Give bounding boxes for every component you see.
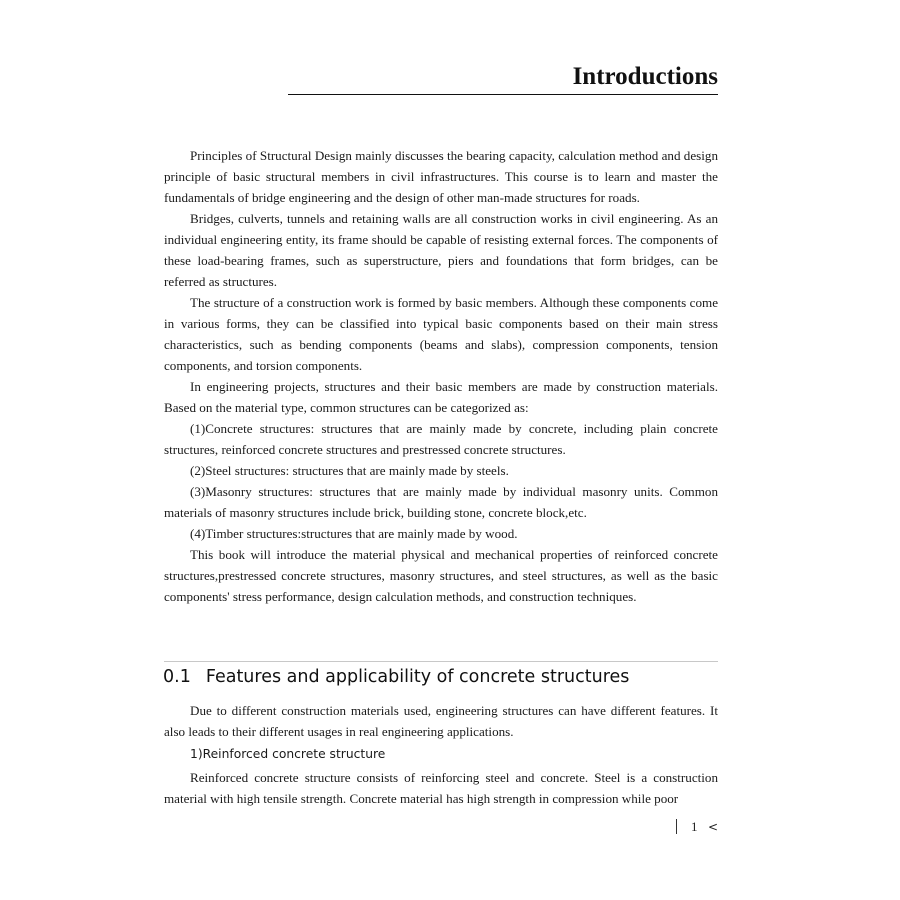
page-number: 1	[691, 819, 698, 834]
paragraph: This book will introduce the material physical and mechanical properties of reinforced concrete structures,prestressed concrete structures, masonry structures, and steel structures, as well as the basic components' stress performance, design calculation methods, and construction techniques.	[164, 547, 718, 604]
section-body	[164, 700, 718, 809]
paragraph: The structure of a construction work is formed by basic members. Although these components come in various forms, they can be classified into typical basic components based on their main stress characteristics, such as bending components (beams and slabs), compression components, tension components, and torsion components.	[164, 295, 718, 373]
subsection-heading: 1)Reinforced concrete structure	[190, 747, 386, 761]
list-item-timber: (4)Timber structures:structures that are mainly made by wood.	[190, 526, 518, 541]
paragraph: Reinforced concrete structure consists of reinforcing steel and concrete. Steel is a construction material with high tensile strength. Concrete material has high strength in compression while poor	[164, 770, 718, 806]
paragraph: Due to different construction materials used, engineering structures can have different features. It also leads to their different usages in real engineering applications.	[164, 703, 718, 739]
list-item-masonry: (3)Masonry structures: structures that are mainly made by individual masonry units. Common materials of masonry structures include brick, building stone, concrete block,etc.	[164, 484, 718, 520]
paragraph: In engineering projects, structures and their basic members are made by construction materials. Based on the material type, common structures can be categorized as:	[164, 379, 718, 415]
paragraph: Principles of Structural Design mainly discusses the bearing capacity, calculation method and design principle of basic structural members in civil infrastructures. This course is to learn and master the fundamentals of bridge engineering and the design of other man-made structures for roads.	[164, 148, 718, 205]
paragraph: Bridges, culverts, tunnels and retaining walls are all construction works in civil engineering. As an individual engineering entity, its frame should be capable of resisting external forces. The components of these load-bearing frames, such as superstructure, piers and foundations that form bridges, can be referred as structures.	[164, 211, 718, 289]
list-item-steel: (2)Steel structures: structures that are mainly made by steels.	[190, 463, 509, 478]
section-heading	[163, 663, 723, 691]
page-footer	[676, 817, 726, 837]
list-item-concrete: (1)Concrete structures: structures that are mainly made by concrete, including plain concrete structures, reinforced concrete structures and prestressed concrete structures.	[164, 421, 718, 457]
chapter-title: Introductions	[572, 63, 718, 90]
section-title: Features and applicability of concrete structures	[205, 667, 630, 687]
footer-divider	[676, 819, 677, 834]
section-number: 0.1	[163, 667, 191, 687]
section-divider	[164, 661, 718, 662]
intro-body	[164, 145, 718, 607]
title-underline	[288, 94, 718, 95]
page-marker-icon: <	[708, 820, 719, 834]
